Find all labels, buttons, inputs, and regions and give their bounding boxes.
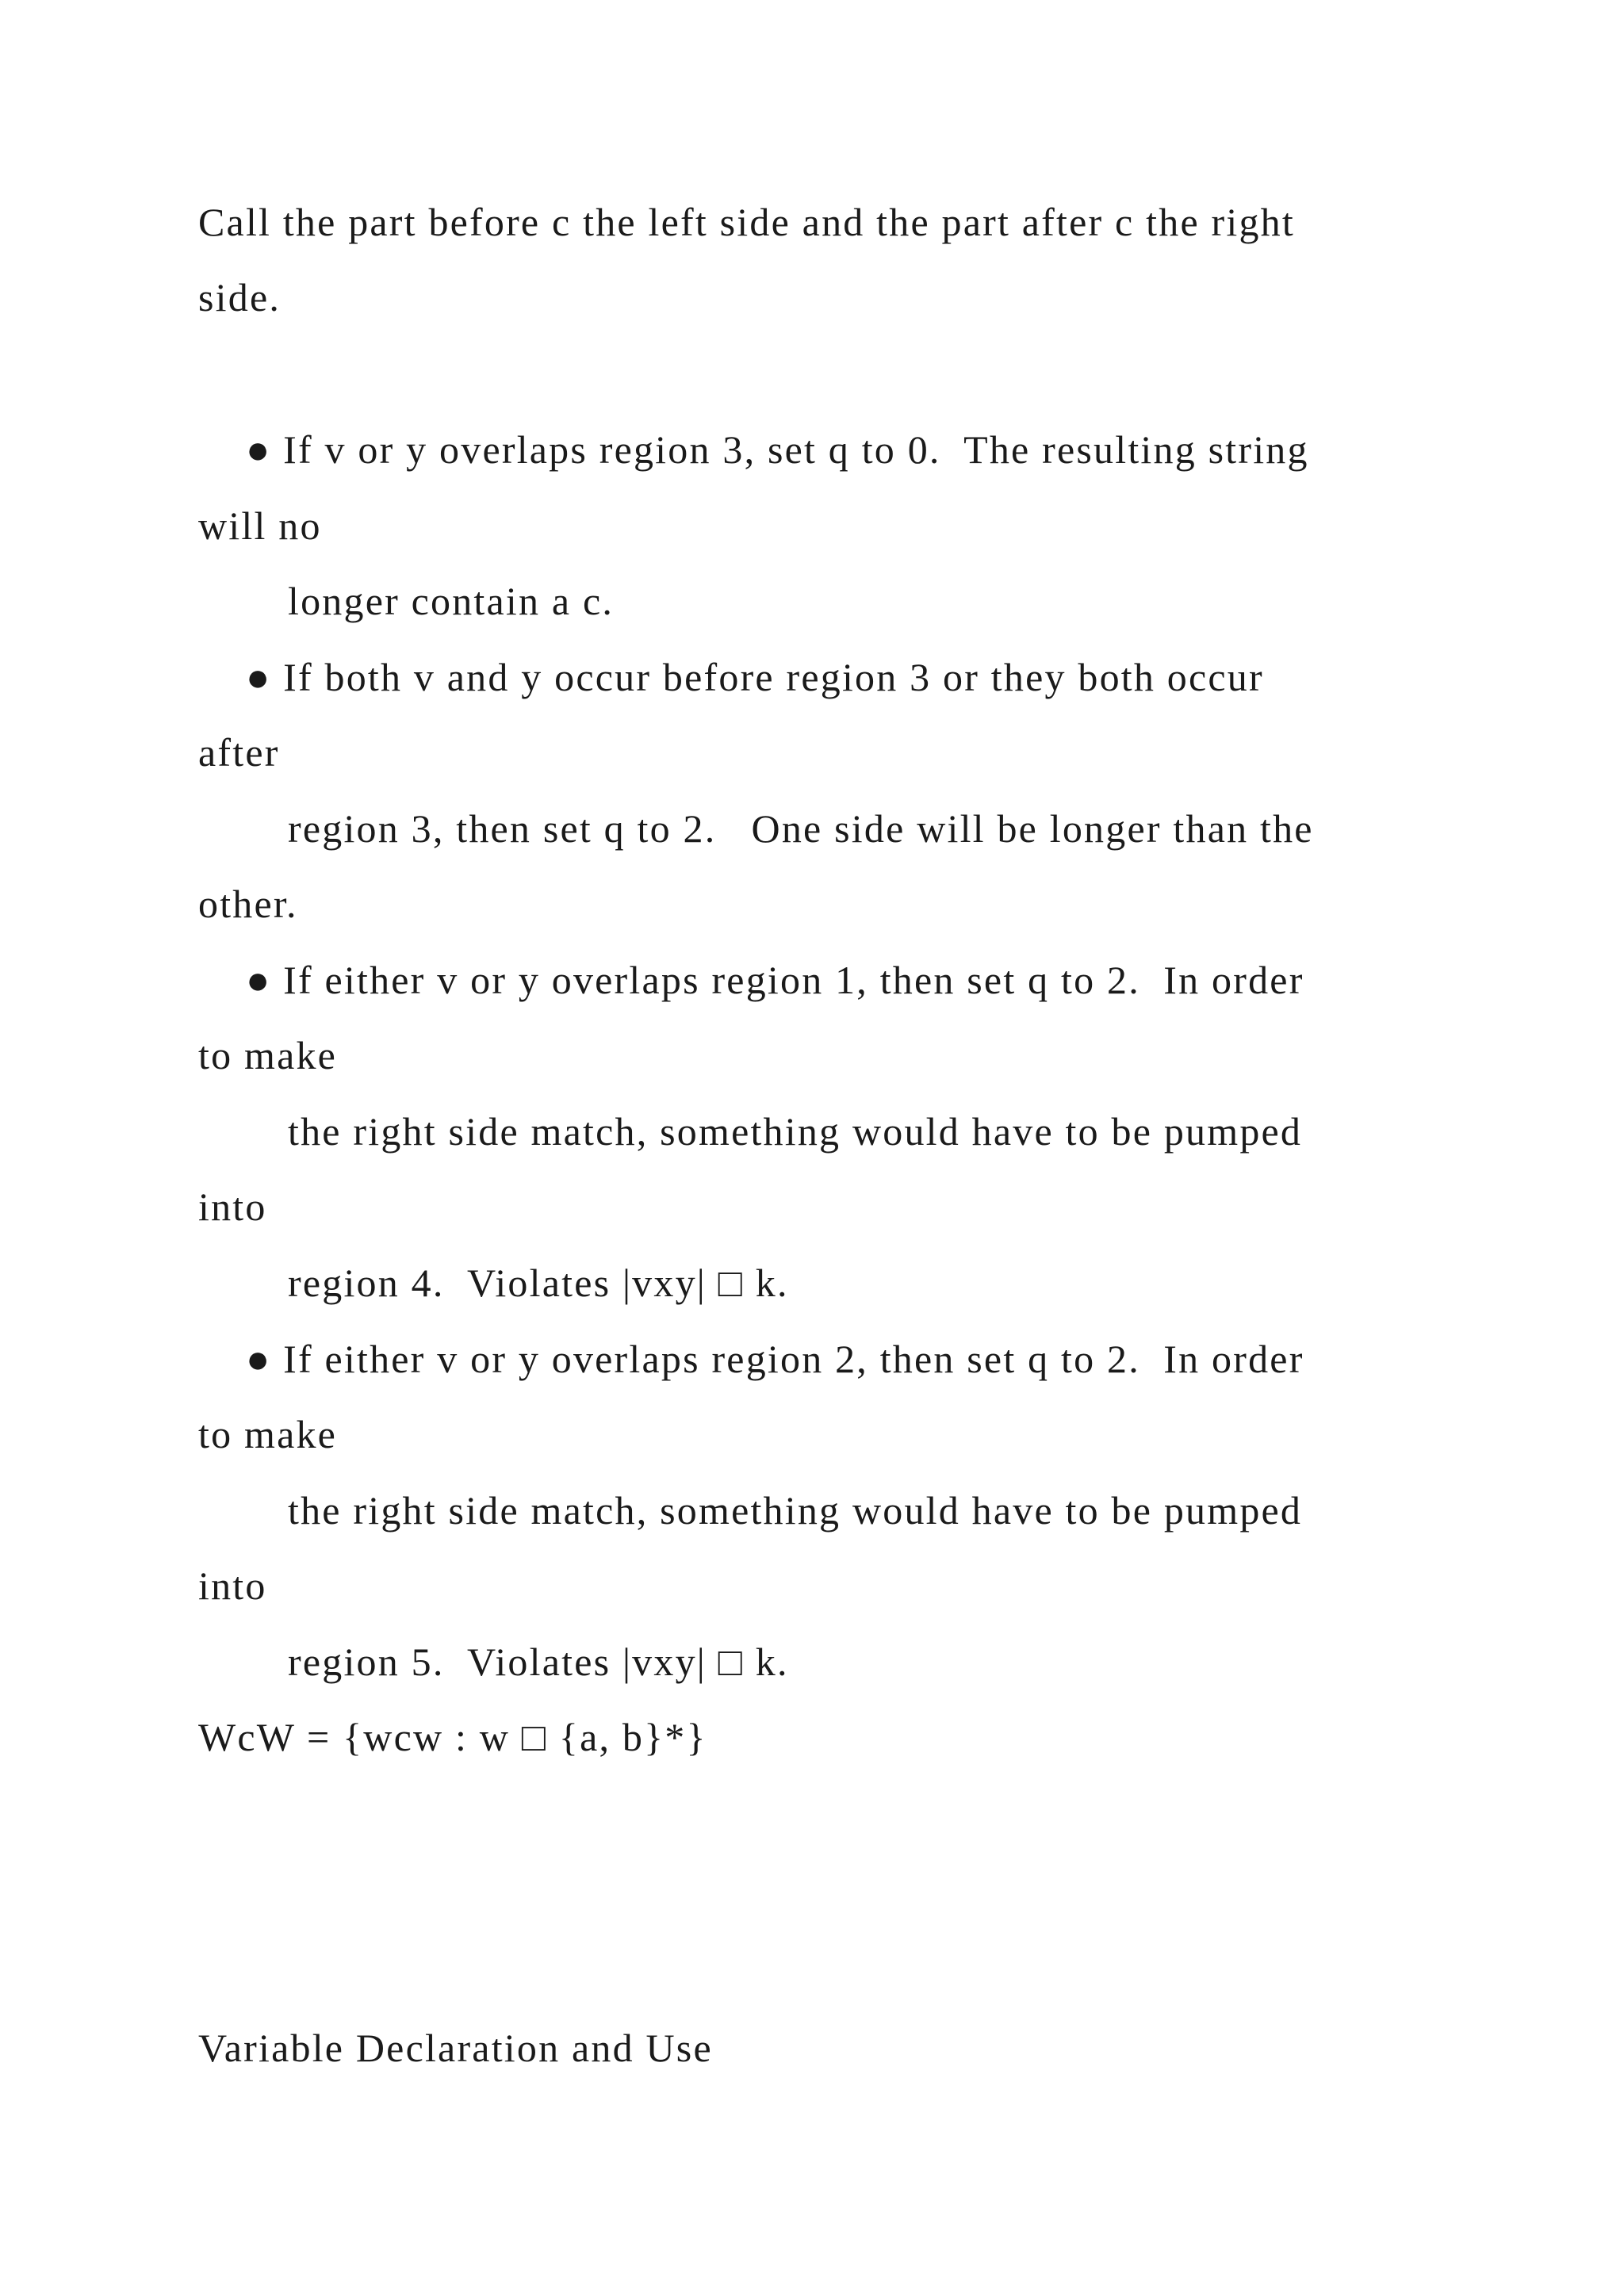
bullet-3-line-3: the right side match, something would have to be pumped	[288, 1109, 1303, 1154]
bullet-3-line-4: into	[198, 1184, 267, 1229]
bullet-1-line-3: longer contain a c.	[288, 579, 615, 623]
bullet-3-line-1: ● If either v or y overlaps region 1, then set q to 2. In order	[246, 958, 1304, 1002]
bullet-4-line-5: region 5. Violates |vxy| □ k.	[288, 1640, 789, 1684]
bullet-2-line-4: other.	[198, 882, 298, 926]
bullet-3-line-5: region 4. Violates |vxy| □ k.	[288, 1261, 789, 1305]
bullet-3-line-2: to make	[198, 1033, 338, 1077]
section-heading: Variable Declaration and Use	[198, 2026, 713, 2070]
bullet-2-line-3: region 3, then set q to 2. One side will be longer than the	[288, 806, 1314, 851]
paragraph-line-1: Call the part before c the left side and the part after c the right	[198, 200, 1295, 244]
paragraph-line-2: side.	[198, 275, 282, 320]
bullet-2-line-1: ● If both v and y occur before region 3 or they both occur	[246, 655, 1264, 699]
bullet-2-line-2: after	[198, 730, 280, 775]
bullet-1-line-1: ● If v or y overlaps region 3, set q to 0. The resulting string	[246, 427, 1309, 472]
bullet-1-line-2: will no	[198, 503, 322, 548]
bullet-4-line-3: the right side match, something would have to be pumped	[288, 1488, 1303, 1533]
definition-line: WcW = {wcw : w □ {a, b}*}	[198, 1715, 707, 1759]
bullet-4-line-2: to make	[198, 1412, 338, 1456]
bullet-4-line-1: ● If either v or y overlaps region 2, then set q to 2. In order	[246, 1337, 1304, 1381]
bullet-4-line-4: into	[198, 1563, 267, 1608]
